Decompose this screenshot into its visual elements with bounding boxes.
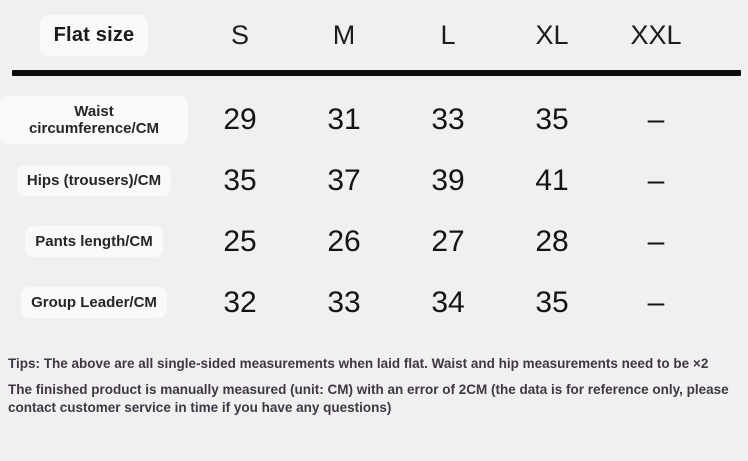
notes-section (0, 355, 748, 418)
row-label: Hips (trousers)/CM (17, 165, 171, 196)
row-label-cell (0, 287, 188, 318)
value-cell: 35 (535, 285, 569, 319)
value-cell: 35 (535, 102, 569, 136)
value-cell: 37 (327, 163, 361, 197)
value-cell: 27 (431, 224, 465, 258)
value-cell: – (647, 102, 665, 136)
table-title: Flat size (40, 15, 149, 56)
header-size-xl: XL (535, 19, 569, 50)
value-cell: – (647, 224, 665, 258)
table-row-pants-length (0, 211, 748, 272)
row-label: Pants length/CM (25, 226, 163, 257)
value-cell: – (647, 285, 665, 319)
value-cell: 25 (223, 224, 257, 258)
value-cell: 32 (223, 285, 257, 319)
header-size-m: M (332, 19, 356, 50)
table-row-group-leader (0, 272, 748, 333)
row-label-cell (0, 96, 188, 144)
header-size-xxl: XXL (630, 19, 682, 50)
row-label: Group Leader/CM (21, 287, 167, 318)
value-cell: 28 (535, 224, 569, 258)
value-cell: 33 (431, 102, 465, 136)
row-label: Waist circumference/CM (0, 96, 188, 144)
tips-text: Tips: The above are all single-sided measurements when laid flat. Waist and hip measurements need to be ×2 (8, 356, 709, 371)
disclaimer-text: The finished product is manually measured (unit: CM) with an error of 2CM (the data is for reference only, please contact customer service in time if you have any questions) (8, 382, 729, 416)
value-cell: 39 (431, 163, 465, 197)
header-size-l: L (440, 19, 456, 50)
table-row-hips (0, 150, 748, 211)
header-size-s: S (230, 19, 249, 50)
value-cell: 26 (327, 224, 361, 258)
header-label-cell (0, 15, 188, 56)
value-cell: 29 (223, 102, 257, 136)
row-label-cell (0, 165, 188, 196)
value-cell: – (647, 163, 665, 197)
table-body (0, 76, 748, 333)
table-header-row (0, 0, 748, 70)
table-row-waist (0, 89, 748, 150)
value-cell: 41 (535, 163, 569, 197)
value-cell: 35 (223, 163, 257, 197)
value-cell: 34 (431, 285, 465, 319)
value-cell: 33 (327, 285, 361, 319)
value-cell: 31 (327, 102, 361, 136)
row-label-cell (0, 226, 188, 257)
